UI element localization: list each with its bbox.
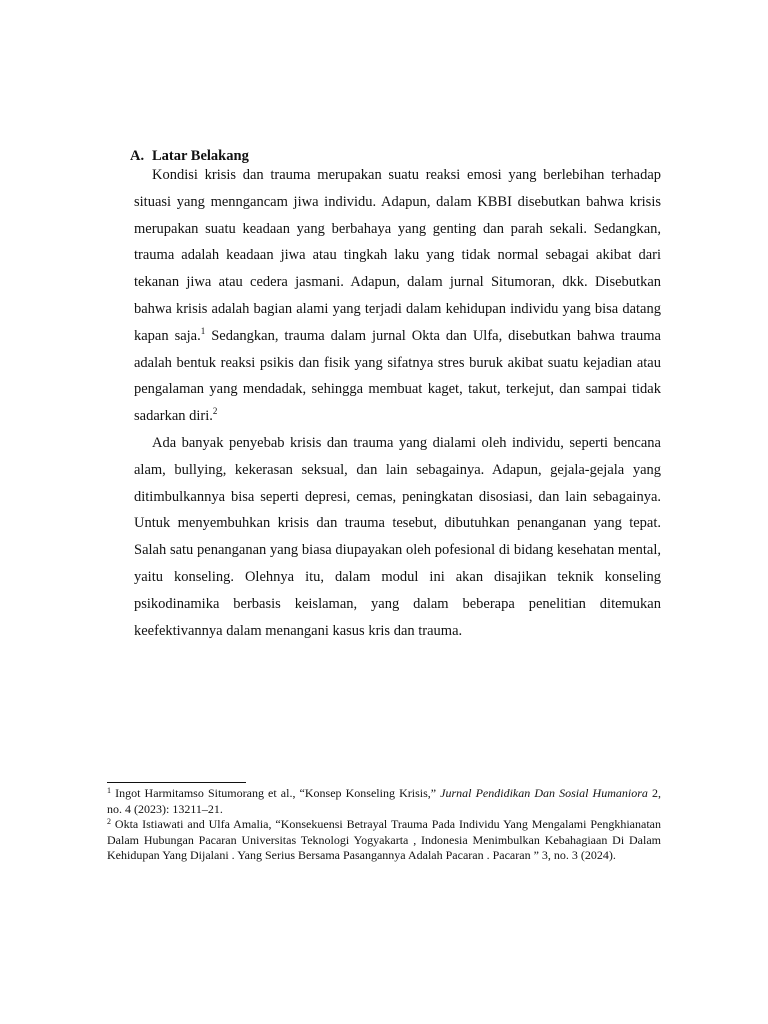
section-number: A. <box>130 148 145 164</box>
footnote-ref-2[interactable]: 2 <box>212 406 218 417</box>
body-text <box>134 162 661 644</box>
footnotes <box>107 786 661 864</box>
footnote-2-mark: 2 <box>107 817 111 826</box>
footnote-2 <box>107 817 661 864</box>
footnote-1-mark: 1 <box>107 786 111 795</box>
footnote-1-journal: Jurnal Pendidikan Dan Sosial Humaniora <box>440 786 648 800</box>
paragraph-1 <box>134 162 661 430</box>
footnote-1-tail: 2, no. 4 (2023): 13211–21. <box>107 786 661 816</box>
footnote-2-text: Okta Istiawati and Ulfa Amalia, “Konsekuensi Betrayal Trauma Pada Individu Yang Mengalami Pengkhianatan Dalam Hubungan Pacaran Universitas Teknologi Yogyakarta , Indonesia Menimbulkan Kebahagiaan Di Dalam Kehidupan Yang Dijalani . Yang Serius Bersama Pasangannya Adalah Pacaran . Pacaran ” 3, no. 3 (2024). <box>107 817 661 862</box>
footnote-ref-1[interactable]: 1 <box>200 325 206 336</box>
paragraph-2: Ada banyak penyebab krisis dan trauma yang dialami oleh individu, seperti bencana alam, bullying, kekerasan seksual, dan lain sebagainya. Adapun, gejala-gejala yang ditimbulkannya bisa seperti depresi, cemas, peningkatan disosiasi, dan lain sebagainya. Untuk menyembuhkan krisis dan trauma tesebut, dibutuhkan penanganan yang tepat. Salah satu penanganan yang biasa diupayakan oleh pofesional di bidang kesehatan mental, yaitu konseling. Olehnya itu, dalam modul ini akan disajikan teknik konseling psikodinamika berbasis keislaman, yang dalam beberapa penelitian ditemukan keefektivannya dalam menangani kasus kris dan trauma. <box>134 434 661 639</box>
paragraph-1-text-b: Sedangkan, trauma dalam jurnal Okta dan Ulfa, disebutkan bahwa trauma adalah bentuk reaksi psikis dan fisik yang sifatnya stres buruk akibat suatu kejadian atau pengalaman yang mendadak, sehingga membuat kaget, takut, terkejut, dan sampai tidak sadarkan diri. <box>134 327 661 425</box>
footnote-separator <box>107 782 246 783</box>
paragraph-1-text-a: Kondisi krisis dan trauma merupakan suatu reaksi emosi yang berlebihan terhadap situasi yang menngancam jiwa individu. Adapun, dalam KBBI disebutkan bahwa krisis merupakan suatu keadaan yang berbahaya yang genting dan parah sekali. Sedangkan, trauma adalah keadaan jiwa atau tingkah laku yang tidak normal sebagai akibat dari tekanan jiwa atau cedera jasmani. Adapun, dalam jurnal Situmoran, dkk. Disebutkan bahwa krisis adalah bagian alami yang terjadi dalam kehidupan individu yang bisa datang kapan saja. <box>134 167 661 344</box>
footnote-1-text: Ingot Harmitamso Situmorang et al., “Konsep Konseling Krisis,” <box>111 786 441 800</box>
footnote-1 <box>107 786 661 817</box>
section-title: Latar Belakang <box>152 148 249 164</box>
